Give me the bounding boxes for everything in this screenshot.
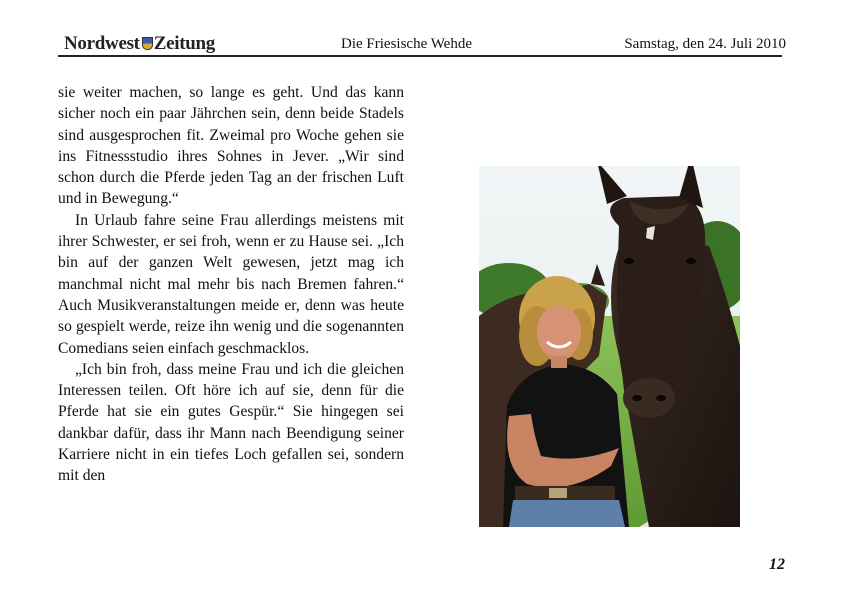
crest-icon xyxy=(142,37,153,50)
newspaper-masthead xyxy=(64,33,215,55)
article-paragraph-3: „Ich bin froh, dass meine Frau und ich die gleichen Interessen teilen. Oft höre ich auf sie, denn für die Pferde hat sie ein gutes Gespür.“ Sie hingegen sei dankbar dafür, dass ihr Mann nach Beendigung seiner Karriere nicht in ein tiefes Loch gefallen sei, sondern mit den xyxy=(58,360,404,485)
article-paragraph-1: sie weiter machen, so lange es geht. Und das kann sicher noch ein paar Jährchen sein, denn beide Stadels sind ausgesprochen fit. Zweimal pro Woche gehen sie ins Fitnessstudio ihres Sohnes in Jever. „Wir sind schon durch die Pferde jeden Tag an der frischen Luft und in Bewegung.“ xyxy=(58,84,404,208)
page-header xyxy=(58,30,786,56)
masthead-right-word: Zeitung xyxy=(153,33,215,54)
issue-date: Samstag, den 24. Juli 2010 xyxy=(624,36,786,52)
masthead-left-word: Nordwest xyxy=(64,33,140,54)
header-rule xyxy=(58,55,782,57)
article-paragraph-2: In Urlaub fahre seine Frau allerdings meistens mit ihrer Schwester, er sei froh, wenn er zu Hause sei. „Ich bin auf der ganzen Welt gewesen, jetzt mag ich manchmal nicht mal mehr bis nach Bremen fahren.“ Auch Musikveranstaltungen meide er, denn was heute so gespielt werde, reize ihn wenig und die sogenannten Comedians seien einfach geschmacklos. xyxy=(58,211,404,357)
article-column xyxy=(58,82,404,487)
article-photo xyxy=(479,166,740,527)
section-title: Die Friesische Wehde xyxy=(341,36,472,52)
page-number: 12 xyxy=(769,556,785,573)
